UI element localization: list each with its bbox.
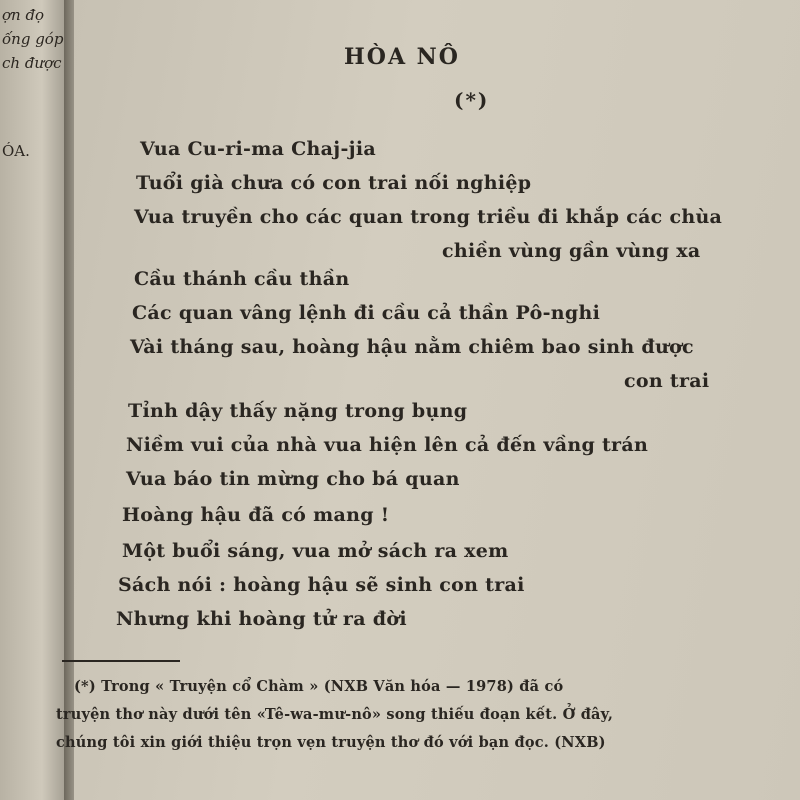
poem-line: Một buổi sáng, vua mở sách ra xem: [122, 540, 509, 562]
poem-line: Nhưng khi hoàng tử ra đời: [116, 608, 407, 630]
footnote-line: (*) Trong « Truyện cổ Chàm » (NXB Văn hóa — 1978) đã có: [74, 678, 564, 695]
footnote-line: truyện thơ này dưới tên «Tê-wa-mư-nô» song thiếu đoạn kết. Ở đây,: [56, 706, 614, 723]
poem-line: Vua truyền cho các quan trong triều đi khắp các chùa: [134, 206, 723, 228]
left-page-fragment: ợn đọ: [2, 6, 45, 24]
poem-line: Tỉnh dậy thấy nặng trong bụng: [128, 400, 468, 422]
footnote-rule: [62, 660, 180, 662]
poem-line: Vua Cu-ri-ma Chaj-jia: [140, 138, 376, 160]
left-page-fragment: ÓA.: [2, 142, 30, 160]
poem-line: Vài tháng sau, hoàng hậu nằm chiêm bao sinh được: [130, 336, 694, 358]
poem-title: HÒA NÔ: [344, 44, 460, 70]
poem-line: Vua báo tin mừng cho bá quan: [126, 468, 460, 490]
right-page: [56, 0, 800, 800]
left-page: [0, 0, 70, 800]
poem-line-continuation: con trai: [624, 370, 710, 392]
poem-line: Niềm vui của nhà vua hiện lên cả đến vầng trán: [126, 434, 649, 456]
poem-line: Cầu thánh cầu thần: [134, 268, 350, 290]
left-page-fragment: ống góp: [2, 30, 64, 48]
left-page-fragment: ch được: [2, 54, 62, 72]
poem-line: Hoàng hậu đã có mang !: [122, 504, 390, 526]
poem-line: Sách nói : hoàng hậu sẽ sinh con trai: [118, 574, 525, 596]
footnote-marker: (*): [454, 88, 490, 112]
poem-line: Các quan vâng lệnh đi cầu cả thần Pô-nghi: [132, 302, 601, 324]
poem-line-continuation: chiền vùng gần vùng xa: [442, 240, 701, 262]
poem-line: Tuổi già chưa có con trai nối nghiệp: [136, 172, 532, 194]
footnote-line: chúng tôi xin giới thiệu trọn vẹn truyện thơ đó với bạn đọc. (NXB): [56, 734, 606, 751]
